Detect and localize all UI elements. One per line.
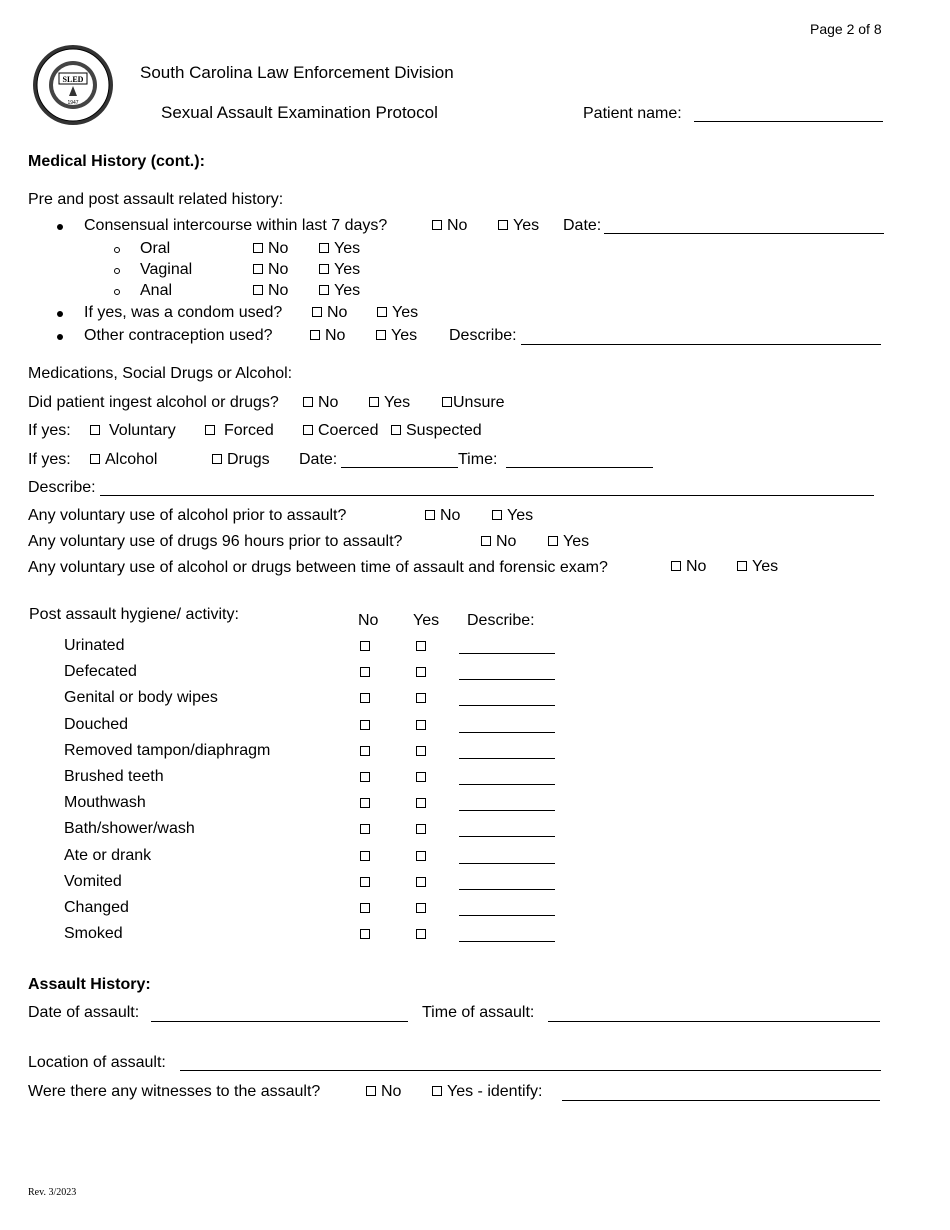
- witness-yes[interactable]: Yes - identify:: [432, 1084, 542, 1100]
- hygiene-describe-field[interactable]: [459, 758, 555, 759]
- hygiene-no-checkbox[interactable]: [360, 877, 370, 887]
- hygiene-no-checkbox[interactable]: [360, 720, 370, 730]
- oral-yes[interactable]: Yes: [319, 241, 360, 257]
- checkbox-icon: [377, 307, 387, 317]
- location-of-assault-field[interactable]: [180, 1070, 881, 1071]
- checkbox-icon: [253, 285, 263, 295]
- ingest-unsure[interactable]: Unsure: [442, 395, 505, 411]
- hygiene-no-checkbox[interactable]: [360, 746, 370, 756]
- hygiene-item-label: Smoked: [64, 925, 123, 942]
- sub-bullet: [114, 268, 120, 274]
- checkbox-icon: [253, 264, 263, 274]
- forced-option[interactable]: Forced: [205, 423, 274, 439]
- anal-yes[interactable]: Yes: [319, 283, 360, 299]
- hygiene-describe-field[interactable]: [459, 863, 555, 864]
- drugs-option[interactable]: Drugs: [212, 452, 270, 468]
- checkbox-icon: [442, 397, 452, 407]
- hygiene-yes-checkbox[interactable]: [416, 746, 426, 756]
- protocol-title: Sexual Assault Examination Protocol: [161, 103, 438, 122]
- agency-title: South Carolina Law Enforcement Division: [140, 63, 454, 82]
- hygiene-describe-field[interactable]: [459, 810, 555, 811]
- sub-anal-label: Anal: [140, 282, 173, 299]
- sled-seal-logo: [32, 44, 114, 126]
- hygiene-describe-field[interactable]: [459, 705, 555, 706]
- hygiene-item-label: Mouthwash: [64, 794, 146, 811]
- hygiene-no-checkbox[interactable]: [360, 798, 370, 808]
- ingest-date-field[interactable]: [341, 467, 458, 468]
- hygiene-item-label: Defecated: [64, 663, 137, 680]
- contraception-no[interactable]: No: [310, 328, 345, 344]
- hygiene-describe-field[interactable]: [459, 889, 555, 890]
- condom-question: If yes, was a condom used?: [84, 304, 283, 321]
- ingest-yes[interactable]: Yes: [369, 395, 410, 411]
- date-of-assault-label: Date of assault:: [28, 1004, 140, 1021]
- hygiene-describe-field[interactable]: [459, 941, 555, 942]
- drugs-96-question: Any voluntary use of drugs 96 hours prior to assault?: [28, 533, 403, 550]
- checkbox-icon: [369, 397, 379, 407]
- hygiene-describe-field[interactable]: [459, 915, 555, 916]
- checkbox-icon: [671, 561, 681, 571]
- alcohol-option[interactable]: Alcohol: [90, 452, 157, 468]
- hygiene-yes-checkbox[interactable]: [416, 877, 426, 887]
- contraception-yes[interactable]: Yes: [376, 328, 417, 344]
- checkbox-icon: [425, 510, 435, 520]
- col-no-header: No: [358, 612, 379, 629]
- hygiene-describe-field[interactable]: [459, 732, 555, 733]
- patient-name-label: Patient name:: [583, 105, 682, 122]
- sub-bullet: [114, 247, 120, 253]
- hygiene-yes-checkbox[interactable]: [416, 720, 426, 730]
- alcohol-prior-question: Any voluntary use of alcohol prior to assault?: [28, 507, 347, 524]
- checkbox-icon: [90, 454, 100, 464]
- coerced-option[interactable]: Coerced: [303, 423, 378, 439]
- anal-no[interactable]: No: [253, 283, 288, 299]
- svg-text:1947: 1947: [67, 100, 79, 106]
- alcohol-prior-yes[interactable]: Yes: [492, 508, 533, 524]
- hygiene-no-checkbox[interactable]: [360, 693, 370, 703]
- ingest-date-label: Date:: [299, 451, 338, 468]
- ingest-no[interactable]: No: [303, 395, 338, 411]
- hygiene-item-label: Urinated: [64, 637, 125, 654]
- consensual-date-label: Date:: [563, 217, 602, 234]
- hygiene-item-label: Douched: [64, 716, 129, 733]
- hygiene-no-checkbox[interactable]: [360, 851, 370, 861]
- hygiene-item-label: Changed: [64, 899, 129, 916]
- alcohol-prior-no[interactable]: No: [425, 508, 460, 524]
- col-describe-header: Describe:: [467, 612, 535, 629]
- hygiene-describe-field[interactable]: [459, 836, 555, 837]
- contraception-describe-label: Describe:: [449, 327, 517, 344]
- checkbox-icon: [90, 425, 100, 435]
- between-yes[interactable]: Yes: [737, 559, 778, 575]
- hygiene-no-checkbox[interactable]: [360, 903, 370, 913]
- revision-date: Rev. 3/2023: [28, 1187, 77, 1198]
- hygiene-describe-field[interactable]: [459, 653, 555, 654]
- location-of-assault-label: Location of assault:: [28, 1054, 166, 1071]
- ingest-time-label: Time:: [458, 451, 498, 468]
- consensual-date-field[interactable]: [604, 233, 884, 234]
- checkbox-icon: [548, 536, 558, 546]
- drugs-96-yes[interactable]: Yes: [548, 534, 589, 550]
- witness-question: Were there any witnesses to the assault?: [28, 1083, 321, 1100]
- checkbox-icon: [310, 330, 320, 340]
- sub-bullet: [114, 289, 120, 295]
- ingest-question: Did patient ingest alcohol or drugs?: [28, 394, 279, 411]
- if-yes-label: If yes:: [28, 451, 71, 468]
- witness-no[interactable]: No: [366, 1084, 401, 1100]
- condom-no[interactable]: No: [312, 305, 347, 321]
- between-question: Any voluntary use of alcohol or drugs between time of assault and forensic exam?: [28, 559, 608, 576]
- hygiene-item-label: Brushed teeth: [64, 768, 164, 785]
- hygiene-yes-checkbox[interactable]: [416, 798, 426, 808]
- hygiene-item-label: Genital or body wipes: [64, 689, 218, 706]
- checkbox-icon: [319, 264, 329, 274]
- consensual-no[interactable]: No: [432, 218, 467, 234]
- voluntary-option[interactable]: Voluntary: [90, 423, 176, 439]
- bullet: [57, 224, 63, 230]
- hygiene-item-label: Ate or drank: [64, 847, 152, 864]
- hygiene-yes-checkbox[interactable]: [416, 929, 426, 939]
- col-yes-header: Yes: [413, 612, 440, 629]
- hygiene-describe-field[interactable]: [459, 784, 555, 785]
- date-of-assault-field[interactable]: [151, 1021, 408, 1022]
- checkbox-icon: [319, 243, 329, 253]
- sub-oral-label: Oral: [140, 240, 171, 257]
- contraception-describe-field[interactable]: [521, 344, 881, 345]
- bullet: [57, 311, 63, 317]
- hygiene-no-checkbox[interactable]: [360, 929, 370, 939]
- checkbox-icon: [391, 425, 401, 435]
- hygiene-no-checkbox[interactable]: [360, 772, 370, 782]
- hygiene-no-checkbox[interactable]: [360, 641, 370, 651]
- sub-vaginal-label: Vaginal: [140, 261, 193, 278]
- time-of-assault-label: Time of assault:: [422, 1004, 535, 1021]
- patient-name-field[interactable]: [694, 121, 883, 122]
- checkbox-icon: [205, 425, 215, 435]
- oral-no[interactable]: No: [253, 241, 288, 257]
- hygiene-yes-checkbox[interactable]: [416, 851, 426, 861]
- checkbox-icon: [303, 425, 313, 435]
- if-yes-label: If yes:: [28, 422, 71, 439]
- checkbox-icon: [376, 330, 386, 340]
- bullet: [57, 334, 63, 340]
- hygiene-item-label: Removed tampon/diaphragm: [64, 742, 271, 759]
- checkbox-icon: [498, 220, 508, 230]
- checkbox-icon: [481, 536, 491, 546]
- describe-label: Describe:: [28, 479, 96, 496]
- hygiene-describe-field[interactable]: [459, 679, 555, 680]
- checkbox-icon: [366, 1086, 376, 1096]
- pre-post-heading: Pre and post assault related history:: [28, 191, 284, 208]
- checkbox-icon: [303, 397, 313, 407]
- hygiene-yes-checkbox[interactable]: [416, 693, 426, 703]
- hygiene-yes-checkbox[interactable]: [416, 903, 426, 913]
- checkbox-icon: [212, 454, 222, 464]
- hygiene-no-checkbox[interactable]: [360, 667, 370, 677]
- vaginal-yes[interactable]: Yes: [319, 262, 360, 278]
- hygiene-yes-checkbox[interactable]: [416, 667, 426, 677]
- witness-identify-field[interactable]: [562, 1100, 880, 1101]
- hygiene-yes-checkbox[interactable]: [416, 641, 426, 651]
- checkbox-icon: [312, 307, 322, 317]
- hygiene-no-checkbox[interactable]: [360, 824, 370, 834]
- checkbox-icon: [253, 243, 263, 253]
- drugs-96-no[interactable]: No: [481, 534, 516, 550]
- consensual-question: Consensual intercourse within last 7 days?: [84, 217, 388, 234]
- hygiene-yes-checkbox[interactable]: [416, 772, 426, 782]
- medications-heading: Medications, Social Drugs or Alcohol:: [28, 365, 293, 382]
- ingest-time-field[interactable]: [506, 467, 653, 468]
- hygiene-heading: Post assault hygiene/ activity:: [29, 606, 239, 623]
- assault-history-heading: Assault History:: [28, 976, 151, 993]
- condom-yes[interactable]: Yes: [377, 305, 418, 321]
- hygiene-item-label: Vomited: [64, 873, 122, 890]
- vaginal-no[interactable]: No: [253, 262, 288, 278]
- contraception-question: Other contraception used?: [84, 327, 273, 344]
- time-of-assault-field[interactable]: [548, 1021, 880, 1022]
- ingest-describe-field[interactable]: [100, 495, 874, 496]
- checkbox-icon: [432, 220, 442, 230]
- page-number: Page 2 of 8: [810, 21, 882, 37]
- between-no[interactable]: No: [671, 559, 706, 575]
- hygiene-yes-checkbox[interactable]: [416, 824, 426, 834]
- checkbox-icon: [492, 510, 502, 520]
- suspected-option[interactable]: Suspected: [391, 423, 482, 439]
- checkbox-icon: [737, 561, 747, 571]
- checkbox-icon: [432, 1086, 442, 1096]
- consensual-yes[interactable]: Yes: [498, 218, 539, 234]
- medical-history-heading: Medical History (cont.):: [28, 153, 205, 170]
- svg-text:SLED: SLED: [62, 75, 84, 84]
- checkbox-icon: [319, 285, 329, 295]
- hygiene-item-label: Bath/shower/wash: [64, 820, 195, 837]
